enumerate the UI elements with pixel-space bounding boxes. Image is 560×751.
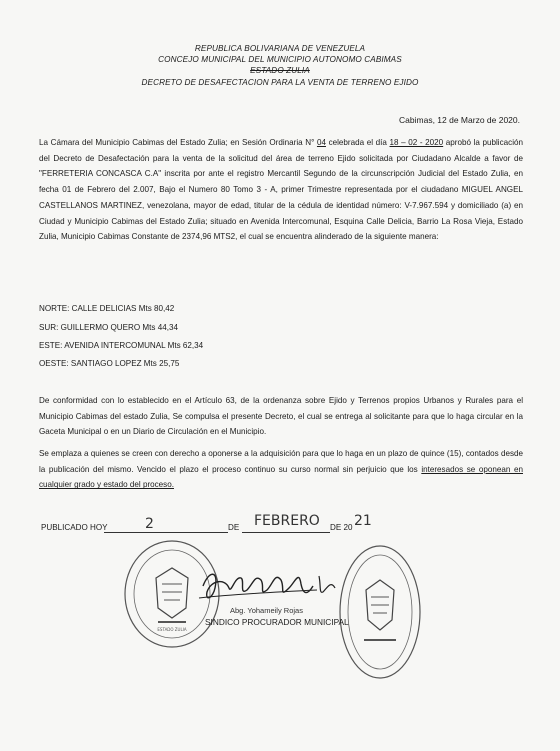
published-year: 21 bbox=[354, 513, 372, 529]
intro-text-c: aprobó la publicación del Decreto de Desafectación para la venta de la solicitud del área de terreno Ejido solicitada por Ciudadano Alcalde a favor de "FERRETERIA CONCASCA C.A" inscrita por ante el registro Mercantil Segundo de la circunscripción Judicial del Estado Zulia, en fecha 01 de Febrero del 2.007, Bajo el Numero 80 Tomo 3 - A, primer Trimestre representada por el ciudadano MIGUEL ANGEL CASTELLANOS MARTINEZ, venezolana, mayor de edad, titular de la cédula de identidad número: V-7.967.594 y domiciliado (a) en Ciudad y Municipio Cabimas del Estado Zulia; situado en Avenida Intercomunal, Esquina Calle Delicia, Barrio La Rosa Vieja, Estado Zulia, Municipio Cabimas Constante de 2374,96 MTS2, el cual se encuentra alinderado de la siguiente manera: bbox=[39, 138, 523, 242]
published-de-label: DE bbox=[228, 523, 240, 532]
header-state: ESTADO ZULIA bbox=[250, 66, 310, 75]
document-date: Cabimas, 12 de Marzo de 2020. bbox=[399, 115, 520, 125]
intro-text-a: La Cámara del Municipio Cabimas del Estado Zulia; en Sesión Ordinaria N° bbox=[39, 138, 317, 147]
session-number: 04 bbox=[316, 138, 326, 147]
published-label: PUBLICADO HOY bbox=[41, 523, 108, 532]
intro-paragraph bbox=[39, 135, 523, 245]
signatory-name: Abg. Yohameily Rojas bbox=[230, 606, 303, 615]
day-line bbox=[104, 532, 228, 533]
header-council: CONCEJO MUNICIPAL DEL MUNICIPIO AUTONOMO CABIMAS bbox=[158, 55, 402, 64]
opposition-paragraph bbox=[39, 446, 523, 493]
boundary-north: NORTE: CALLE DELICIAS Mts 80,42 bbox=[39, 304, 175, 313]
session-date: 18 – 02 - 2020 bbox=[389, 138, 444, 147]
boundary-south: SUR: GUILLERMO QUERO Mts 44,34 bbox=[39, 323, 178, 332]
boundary-east: ESTE: AVENIDA INTERCOMUNAL Mts 62,34 bbox=[39, 341, 204, 350]
svg-text:ESTADO ZULIA: ESTADO ZULIA bbox=[157, 627, 187, 632]
header-republic: REPUBLICA BOLIVARIANA DE VENEZUELA bbox=[194, 44, 366, 53]
published-year-prefix: DE 20 bbox=[330, 523, 353, 532]
intro-text-b: celebrada el día bbox=[325, 138, 390, 147]
header-decree-title: DECRETO DE DESAFECTACION PARA LA VENTA DE TERRENO EJIDO bbox=[141, 78, 419, 87]
signatory-title: SINDICO PROCURADOR MUNICIPAL bbox=[205, 617, 349, 627]
published-month: FEBRERO bbox=[254, 513, 320, 529]
right-seal-stamp bbox=[338, 542, 422, 682]
published-day: 2 bbox=[145, 516, 154, 532]
month-line bbox=[242, 532, 330, 533]
article-paragraph: De conformidad con lo establecido en el Artículo 63, de la ordenanza sobre Ejido y Terrenos propios Urbanos y Rurales para el Municipio Cabimas del estado Zulia, Se compulsa el presente Decreto, el cual se entrega al solicitante para que lo haga circular en la Gaceta Municipal o en un Diario de Circulación en el Municipio. bbox=[39, 396, 523, 437]
opposition-text-underlined: interesados se oponean en cualquier grado y estado del proceso. bbox=[39, 464, 523, 490]
opposition-text: Se emplaza a quienes se creen con derecho a oponerse a la adquisición para que lo haga en un plazo de quince (15), contados desde la publicación del mismo. Vencido el plazo el proceso continuo su curso normal sin perjuicio que los bbox=[39, 449, 523, 474]
handwritten-signature bbox=[195, 566, 345, 610]
boundary-west: OESTE: SANTIAGO LOPEZ Mts 25,75 bbox=[39, 359, 180, 368]
